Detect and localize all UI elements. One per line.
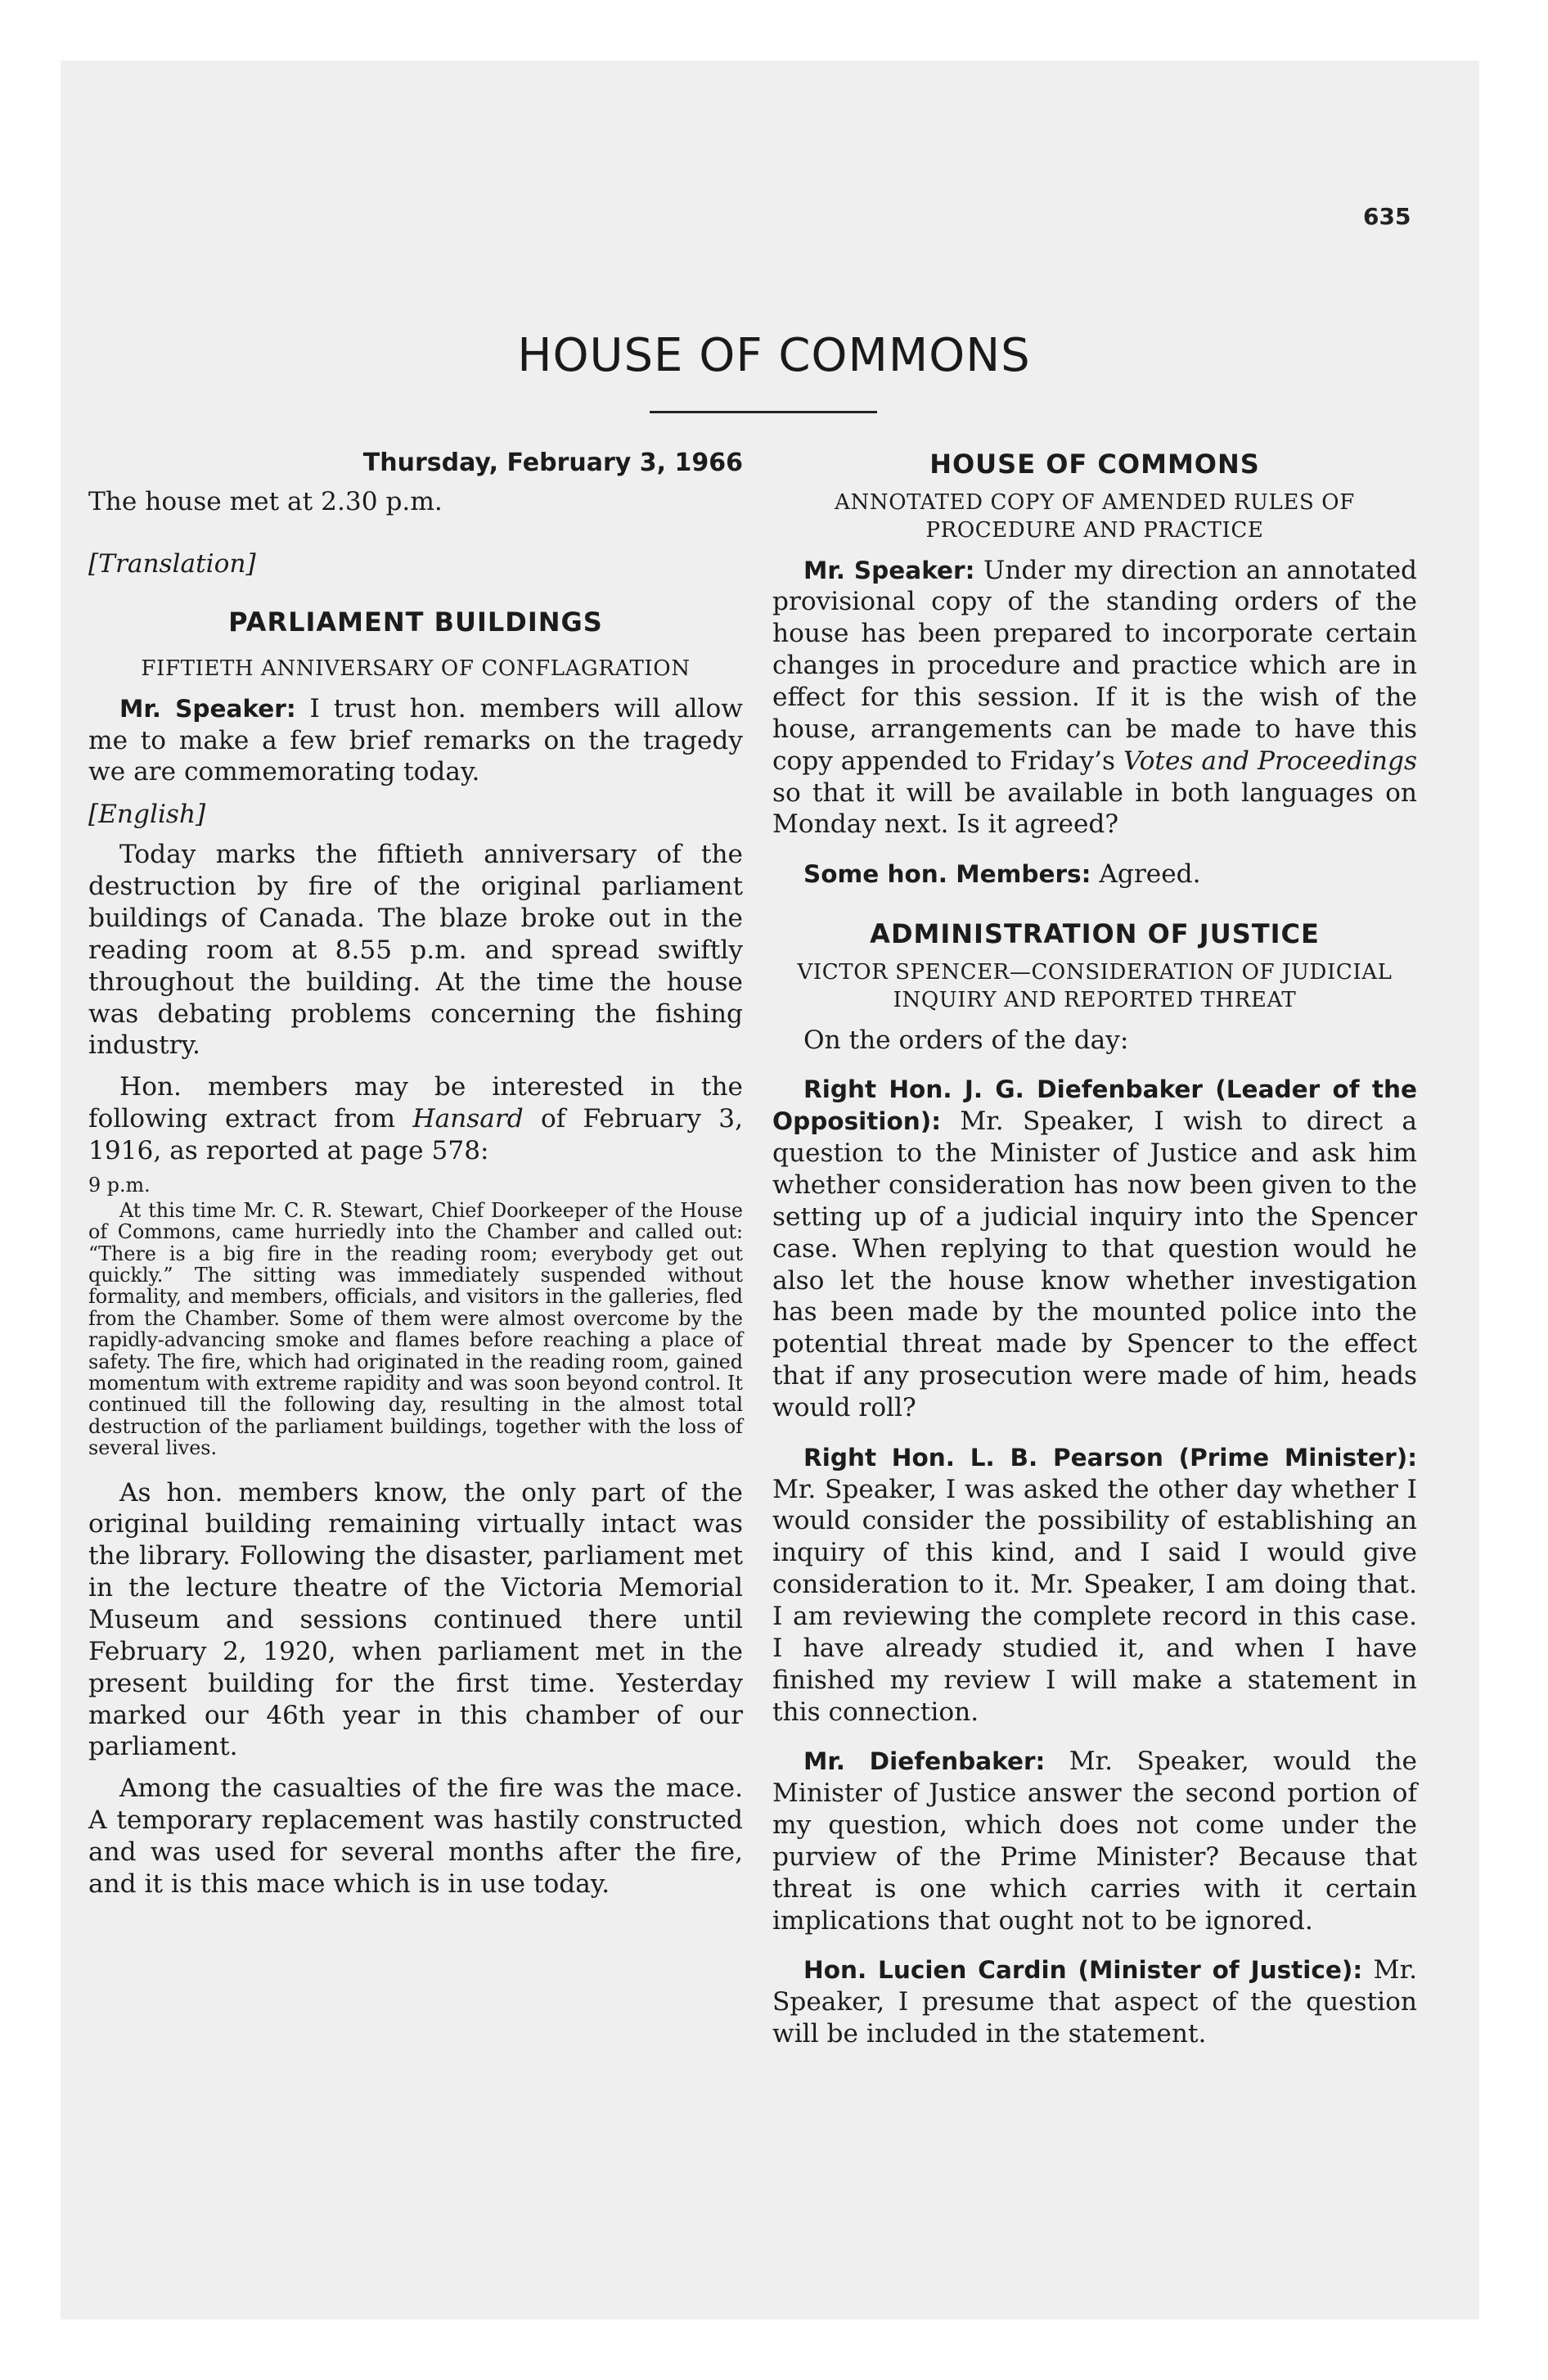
sitting-date: Thursday, February 3, 1966: [362, 449, 743, 477]
speech-paragraph: [772, 1074, 1417, 1423]
speech-paragraph: [772, 555, 1417, 841]
section-heading-justice: ADMINISTRATION OF JUSTICE: [870, 918, 1320, 950]
quote-time: 9 p.m.: [88, 1173, 151, 1197]
speech-text: so that it will be available in both languages on Monday next. Is it agreed?: [772, 778, 1417, 840]
speech-text: Hon. members may be interested in the following extract from: [88, 1072, 743, 1134]
speech-text: of February 3, 1916, as reported at page 578:: [88, 1104, 743, 1165]
section-subheading-rules: ANNOTATED COPY OF AMENDED RULES OF PROCEDURE AND PRACTICE: [835, 490, 1355, 543]
speech-paragraph: [772, 1746, 1417, 1936]
speech-text: Under my direction an annotated provisional copy of the standing orders of the house has been prepared to incorporate certain changes in procedure and practice which are in effect for this session. If it is the wish of the house, arrangements can be made to have this copy appended to Friday’s: [772, 555, 1417, 776]
speech-paragraph: [772, 859, 1417, 890]
publication-title: Hansard: [412, 1104, 524, 1134]
speaker-name: Mr. Diefenbaker:: [803, 1747, 1046, 1776]
speech-paragraph: [772, 1954, 1417, 2050]
right-column: [772, 449, 1417, 2050]
section-heading-parliament-buildings: PARLIAMENT BUILDINGS: [228, 606, 603, 638]
speech-text: Mr. Speaker, I wish to direct a question to the Minister of Justice and ask him whether consideration has now been given to the setting up of a judicial inquiry into the Spencer case. When replying to that question would he also let the house know whether investigation has been made by the mounted police into the potential threat made by Spencer to the effect that if any prosecution were made of him, heads would roll?: [772, 1107, 1417, 1422]
speech-text: Agreed.: [1091, 859, 1201, 890]
speech-paragraph: Among the casualties of the fire was the mace. A temporary replacement was hastily constructed and was used for several months after the fire, and it is this mace which is in use today.: [88, 1774, 743, 1899]
speech-text: I trust hon. members will allow me to make a few brief remarks on the tragedy we are commemorating today.: [88, 693, 743, 787]
translation-tag: [Translation]: [88, 549, 256, 579]
speaker-name: Hon. Lucien Cardin (Minister of Justice):: [803, 1956, 1363, 1985]
section-subheading-spencer: VICTOR SPENCER—CONSIDERATION OF JUDICIAL INQUIRY AND REPORTED THREAT: [797, 960, 1393, 1012]
title-rule: [650, 411, 877, 413]
speaker-name: Some hon. Members:: [803, 860, 1091, 889]
speech-text: Mr. Speaker, I was asked the other day whether I would consider the possibility of establishing an inquiry of this kind, and I said I would give consideration to it. Mr. Speaker, I am doing that. I am reviewing the complete record in this case. I have already studied it, and when I have finished my review I will make a statement in this connection.: [772, 1474, 1417, 1727]
publication-title: Votes and Proceedings: [1123, 746, 1417, 776]
speaker-name: Right Hon. J. G. Diefenbaker (Leader of the Opposition):: [772, 1075, 1417, 1136]
speech-paragraph: [88, 693, 743, 789]
page-title: HOUSE OF COMMONS: [517, 329, 1031, 382]
orders-of-the-day: On the orders of the day:: [803, 1025, 1129, 1055]
section-heading-house-of-commons: HOUSE OF COMMONS: [929, 449, 1260, 480]
hansard-quote: At this time Mr. C. R. Stewart, Chief Doorkeeper of the House of Commons, came hurriedly into the Chamber and called out: “There is a big fire in the reading room; everybody get out quickly.” The sitting was immediately suspended without formality, and members, officials, and visitors in the galleries, fled from the Chamber. Some of them were almost overcome by the rapidly-advancing smoke and flames before reaching a place of safety. The fire, which had originated in the reading room, gained momentum with extreme rapidity and was soon beyond control. It continued till the following day, resulting in the almost total destruction of the parliament buildings, together with the loss of several lives.: [88, 1198, 743, 1460]
speaker-name: Right Hon. L. B. Pearson (Prime Minister):: [803, 1443, 1417, 1472]
speech-text: Mr. Speaker, I presume that aspect of the question will be included in the statement.: [772, 1955, 1417, 2049]
left-column: [88, 449, 743, 1900]
speech-paragraph: [88, 1071, 743, 1167]
section-subheading-anniversary: FIFTIETH ANNIVERSARY OF CONFLAGRATION: [141, 656, 691, 681]
speaker-name: Mr. Speaker:: [119, 694, 296, 723]
speech-paragraph: Today marks the fiftieth anniversary of the destruction by fire of the original parliament buildings of Canada. The blaze broke out in the reading room at 8.55 p.m. and spread swiftly throughout the building. At the time the house was debating problems concerning the fishing industry.: [88, 840, 743, 1061]
speech-paragraph: As hon. members know, the only part of the original building remaining virtually intact was the library. Following the disaster, parliament met in the lecture theatre of the Victoria Memorial Museum and sessions continued there until February 2, 1920, when parliament met in the present building for the first time. Yesterday marked our 46th year in this chamber of our parliament.: [88, 1477, 743, 1762]
speech-text: Mr. Speaker, would the Minister of Justice answer the second portion of my question, which does not come under the purview of the Prime Minister? Because that threat is one which carries with it certain implications that ought not to be ignored.: [772, 1747, 1417, 1936]
sitting-time: The house met at 2.30 p.m.: [88, 487, 443, 516]
page-number: 635: [1363, 203, 1411, 230]
speech-paragraph: [772, 1442, 1417, 1729]
speaker-name: Mr. Speaker:: [803, 556, 975, 584]
english-tag: [English]: [88, 800, 206, 830]
